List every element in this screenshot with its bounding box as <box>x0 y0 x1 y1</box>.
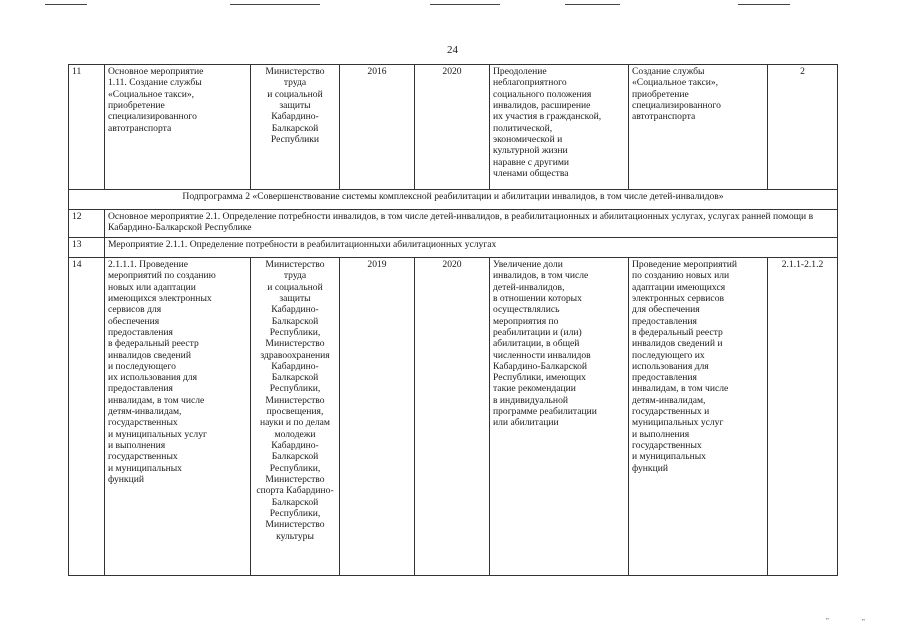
cell-line: Министерство <box>265 519 325 531</box>
cell-line: Создание службы <box>632 66 705 77</box>
row-number: 14 <box>69 258 105 576</box>
cell-line: труда <box>283 270 307 282</box>
cell-line: предоставления <box>108 326 173 338</box>
cell-line: Министерство <box>265 338 325 350</box>
cell-line: адаптации имеющихся <box>632 281 726 293</box>
cell-line: социального положения <box>493 88 592 100</box>
result <box>629 258 768 576</box>
top-rule <box>738 4 790 5</box>
measures-table <box>68 64 838 576</box>
cell-line: программе реабилитации <box>493 406 597 418</box>
cell-line: культуры <box>276 530 314 542</box>
cell-line: здравоохранения <box>260 349 330 361</box>
consequence <box>490 258 629 576</box>
cell-line: 1.11. Создание службы <box>108 77 202 89</box>
cell-line: и социальной <box>267 88 323 100</box>
cell-line: Кабардино- <box>271 111 319 123</box>
cell-line: новых или адаптации <box>108 281 196 293</box>
cell-line: Балкарской <box>271 372 319 384</box>
cell-line: наравне с другими <box>493 156 570 168</box>
top-rule <box>430 4 500 5</box>
table-row <box>69 238 838 258</box>
executor <box>251 65 340 190</box>
cell-line: государственных <box>632 440 702 451</box>
cell-line: Министерство <box>265 259 325 270</box>
cell-line: инвалидов сведений <box>108 349 191 361</box>
table-row <box>69 65 838 190</box>
cell-line: детям-инвалидам, <box>632 394 706 406</box>
cell-line: автотранспорта <box>108 122 172 134</box>
executor <box>251 258 340 576</box>
cell-line: инвалидам, в том числе <box>632 383 729 395</box>
cell-line: приобретение <box>108 99 165 111</box>
cell-line: и последующего <box>108 360 176 372</box>
cell-line: осуществлялись <box>493 304 560 316</box>
cell-line: государственных <box>108 451 178 463</box>
cell-line: и муниципальных услуг <box>108 428 207 440</box>
cell-line: реабилитации и (или) <box>493 326 582 338</box>
cell-line: Кабардино- <box>271 304 319 316</box>
cell-line: имеющихся электронных <box>108 292 212 304</box>
cell-line: последующего их <box>632 349 705 361</box>
table-row <box>69 258 838 576</box>
cell-line: по созданию новых или <box>632 270 730 282</box>
cell-line: культурной жизни <box>493 145 568 157</box>
cell-line: государственных и <box>632 406 710 418</box>
cell-line: Балкарской <box>271 496 319 508</box>
cell-line: и социальной <box>267 281 323 293</box>
indicator: 2 <box>768 65 838 190</box>
cell-line: спорта Кабардино- <box>256 485 334 497</box>
cell-line: Министерство <box>265 473 325 485</box>
cell-line: в индивидуальной <box>493 394 568 406</box>
cell-line: приобретение <box>632 88 689 100</box>
cell-line: мероприятия по <box>493 315 559 327</box>
end-year: 2020 <box>415 258 490 576</box>
measure-name <box>105 65 251 190</box>
cell-line: Республики, имеющих <box>493 372 586 384</box>
cell-line: инвалидам, в том числе <box>108 394 205 406</box>
row-number: 11 <box>69 65 105 190</box>
row-number: 12 <box>69 210 105 238</box>
cell-line: Преодоление <box>493 66 547 77</box>
cell-line: членами общества <box>493 167 569 179</box>
row-number: 13 <box>69 238 105 258</box>
cell-line: науки и по делам <box>259 417 330 429</box>
measure-text: Мероприятие 2.1.1. Определение потребности в реабилитационныхи абилитационных услугах <box>105 238 838 258</box>
cell-line: автотранспорта <box>632 111 696 123</box>
cell-line: функций <box>108 473 144 485</box>
cell-line: их использования для <box>108 372 198 384</box>
cell-line: Балкарской <box>271 315 319 327</box>
cell-line: и выполнения <box>632 428 690 440</box>
cell-line: или абилитации <box>493 417 559 429</box>
cell-line: неблагоприятного <box>493 77 567 89</box>
indicator: 2.1.1-2.1.2 <box>768 258 838 576</box>
cell-line: такие рекомендации <box>493 383 576 395</box>
cell-line: политической, <box>493 122 553 134</box>
cell-line: инвалидов сведений и <box>632 338 723 350</box>
cell-line: специализированного <box>632 99 721 111</box>
cell-line: специализированного <box>108 111 197 123</box>
cell-line: сервисов для <box>108 304 162 316</box>
cell-line: детей-инвалидов, <box>493 281 565 293</box>
cell-line: Проведение мероприятий <box>632 259 738 270</box>
cell-line: в отношении которых <box>493 292 582 304</box>
cell-line: предоставления <box>108 383 173 395</box>
cell-line: Республики, <box>269 383 321 395</box>
end-year: 2020 <box>415 65 490 190</box>
cell-line: Балкарской <box>271 122 319 134</box>
cell-line: Кабардино- <box>271 360 319 372</box>
cell-line: предоставления <box>632 372 697 384</box>
cell-line: просвещения, <box>266 406 324 418</box>
cell-line: Республики, <box>269 462 321 474</box>
measure-name <box>105 258 251 576</box>
cell-line: предоставления <box>632 315 697 327</box>
cell-line: мероприятий по созданию <box>108 270 216 282</box>
cell-line: защиты <box>279 99 311 111</box>
cell-line: государственных <box>108 417 178 429</box>
table-row <box>69 210 838 238</box>
cell-line: для обеспечения <box>632 304 700 316</box>
top-rule <box>230 4 320 5</box>
cell-line: Министерство <box>265 66 325 77</box>
cell-line: абилитации, в общей <box>493 338 580 350</box>
cell-line: Увеличение доли <box>493 259 563 270</box>
cell-line: 2.1.1.1. Проведение <box>108 259 188 270</box>
cell-line: Республики <box>270 133 320 145</box>
consequence <box>490 65 629 190</box>
cell-line: использования для <box>632 360 709 372</box>
cell-line: инвалидов, в том числе <box>493 270 589 282</box>
cell-line: численности инвалидов <box>493 349 591 361</box>
page-number: 24 <box>447 44 458 56</box>
start-year: 2019 <box>340 258 415 576</box>
cell-line: обеспечения <box>108 315 160 327</box>
cell-line: защиты <box>279 292 311 304</box>
start-year: 2016 <box>340 65 415 190</box>
top-rule <box>565 4 620 5</box>
cell-line: Балкарской <box>271 451 319 463</box>
subprogram-row <box>69 190 838 210</box>
cell-line: их участия в гражданской, <box>493 111 602 123</box>
cell-line: функций <box>632 462 668 474</box>
cell-line: в федеральный реестр <box>108 338 199 350</box>
scan-mark: " <box>826 617 829 625</box>
cell-line: в федеральный реестр <box>632 326 723 338</box>
scan-mark: " <box>862 618 865 626</box>
cell-line: электронных сервисов <box>632 292 725 304</box>
subprogram-title: Подпрограмма 2 «Совершенствование системы комплексной реабилитации и абилитации инвалидов, в том числе детей-инвалидов» <box>69 190 838 210</box>
cell-line: «Социальное такси», <box>632 77 719 89</box>
cell-line: и муниципальных <box>108 462 182 474</box>
cell-line: «Социальное такси», <box>108 88 195 100</box>
cell-line: экономической и <box>493 133 563 145</box>
cell-line: Кабардино- <box>271 440 319 451</box>
cell-line: Кабардино-Балкарской <box>493 360 588 372</box>
result <box>629 65 768 190</box>
cell-line: молодежи <box>274 428 316 440</box>
top-rule <box>45 4 87 5</box>
cell-line: труда <box>283 77 307 89</box>
cell-line: Республики, <box>269 326 321 338</box>
cell-line: муниципальных услуг <box>632 417 724 429</box>
cell-line: детям-инвалидам, <box>108 406 182 418</box>
cell-line: и выполнения <box>108 440 166 451</box>
cell-line: Республики, <box>269 507 321 519</box>
cell-line: Основное мероприятие <box>108 66 204 77</box>
main-measure-text: Основное мероприятие 2.1. Определение потребности инвалидов, в том числе детей-инвалидов, в реабилитационных и абилитационных услугах, услугах ранней помощи в Кабардино-Балкарской Республике <box>105 210 838 238</box>
cell-line: инвалидов, расширение <box>493 99 591 111</box>
cell-line: и муниципальных <box>632 451 706 463</box>
cell-line: Министерство <box>265 394 325 406</box>
